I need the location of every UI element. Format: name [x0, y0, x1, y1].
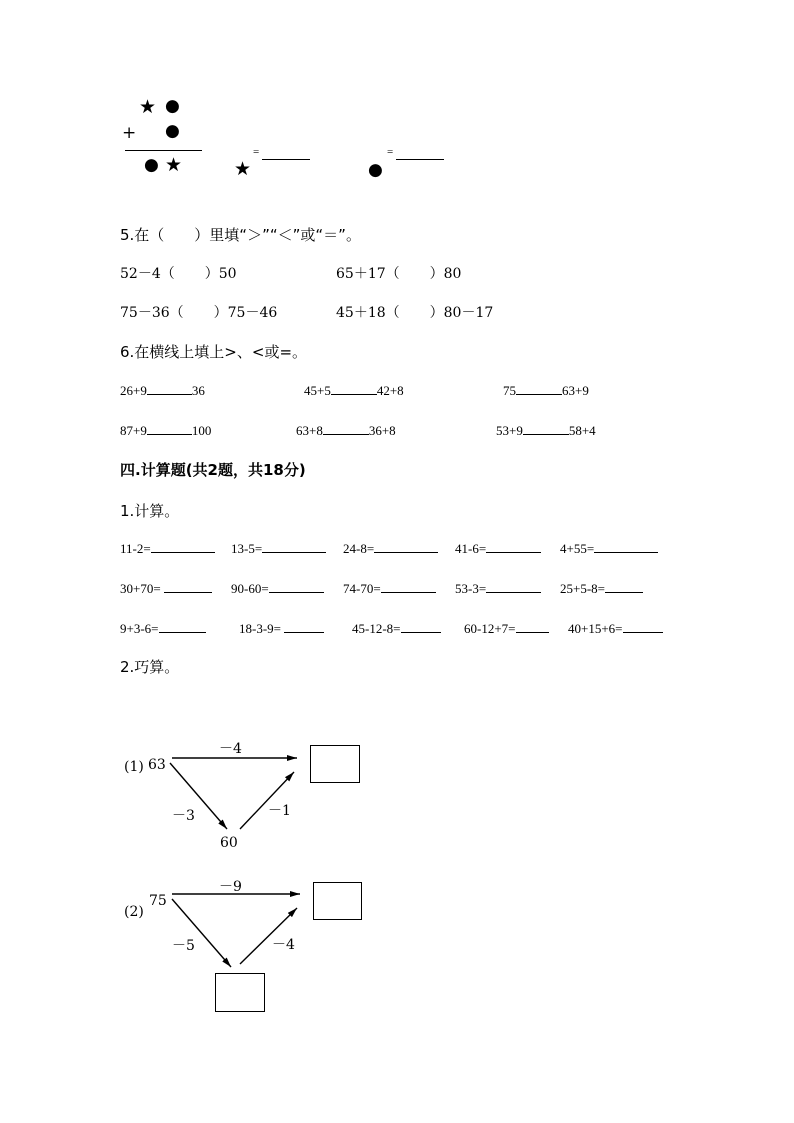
arrow-down	[172, 899, 231, 967]
q6-right: 36	[191, 383, 205, 398]
dot-icon: ●	[368, 160, 383, 180]
q6-title: 6.在横线上填上>、<或=。	[120, 343, 308, 361]
q5-item-right: ）75－46	[213, 305, 278, 321]
q5-title: 5.在（ ）里填“＞”“＜”或“＝”。	[120, 226, 361, 244]
calc-expr: 18-3-9=	[239, 621, 285, 636]
calc-expr: 41-6=	[455, 541, 487, 556]
calc-expr: 90-60=	[231, 581, 269, 596]
q6-right: 58+4	[568, 423, 596, 438]
answer-box[interactable]	[215, 973, 265, 1012]
star-icon: ★	[234, 158, 252, 180]
start-number: 63	[148, 757, 166, 773]
section-title: 四.计算题(共2题，共18分)	[120, 461, 306, 479]
start-number: 75	[149, 893, 167, 909]
calc-title: 1.计算。	[120, 502, 180, 520]
calc-expr: 74-70=	[343, 581, 381, 596]
q5-item-right: ）80－17	[429, 305, 494, 321]
plus-sign: +	[122, 123, 137, 143]
q6-left: 63+8	[296, 423, 323, 438]
q6-left: 75	[503, 383, 516, 398]
top-operation: －9	[219, 879, 242, 895]
calc-expr: 45-12-8=	[352, 621, 401, 636]
calc-expr: 53-3=	[455, 581, 487, 596]
q5-item-left: 52－4（	[120, 266, 175, 282]
q6-right: 63+9	[562, 383, 589, 398]
dot-icon: ●	[144, 155, 159, 175]
calc-expr: 30+70=	[120, 581, 164, 596]
left-operation: －3	[172, 808, 195, 824]
q6-left: 26+9	[120, 383, 147, 398]
right-operation: －1	[268, 803, 291, 819]
top-operation: －4	[219, 741, 242, 757]
q6-left: 45+5	[304, 383, 331, 398]
q5-item-left: 45＋18（	[336, 305, 400, 321]
dot-icon: ●	[165, 96, 180, 116]
q6-right: 36+8	[368, 423, 396, 438]
right-operation: －4	[272, 937, 295, 953]
equals-sign: =	[387, 146, 394, 158]
calc-expr: 25+5-8=	[560, 581, 605, 596]
dot-icon: ●	[165, 121, 180, 141]
q6-right: 100	[191, 423, 212, 438]
answer-box[interactable]	[313, 882, 362, 920]
answer-box[interactable]	[310, 745, 360, 783]
diagram-label: (1)	[124, 759, 144, 775]
star-icon: ★	[139, 96, 157, 118]
q5-item-right: ）80	[429, 266, 462, 282]
calc-expr: 13-5=	[231, 541, 263, 556]
mid-number: 60	[220, 835, 238, 851]
diagram-label: (2)	[124, 904, 144, 920]
calc-expr: 11-2=	[120, 541, 151, 556]
q5-item-right: ）50	[204, 266, 237, 282]
q5-item-left: 65＋17（	[336, 266, 400, 282]
equals-sign: =	[253, 146, 260, 158]
calc-expr: 60-12+7=	[464, 621, 516, 636]
star-icon: ★	[165, 154, 183, 176]
q5-item-left: 75－36（	[120, 305, 184, 321]
smart-title: 2.巧算。	[120, 658, 180, 676]
calc-expr: 24-8=	[343, 541, 375, 556]
q6-left: 53+9	[496, 423, 523, 438]
left-operation: －5	[172, 938, 195, 954]
calc-expr: 9+3-6=	[120, 621, 159, 636]
q6-left: 87+9	[120, 423, 147, 438]
calc-expr: 40+15+6=	[568, 621, 623, 636]
calc-expr: 4+55=	[560, 541, 595, 556]
q6-right: 42+8	[376, 383, 404, 398]
